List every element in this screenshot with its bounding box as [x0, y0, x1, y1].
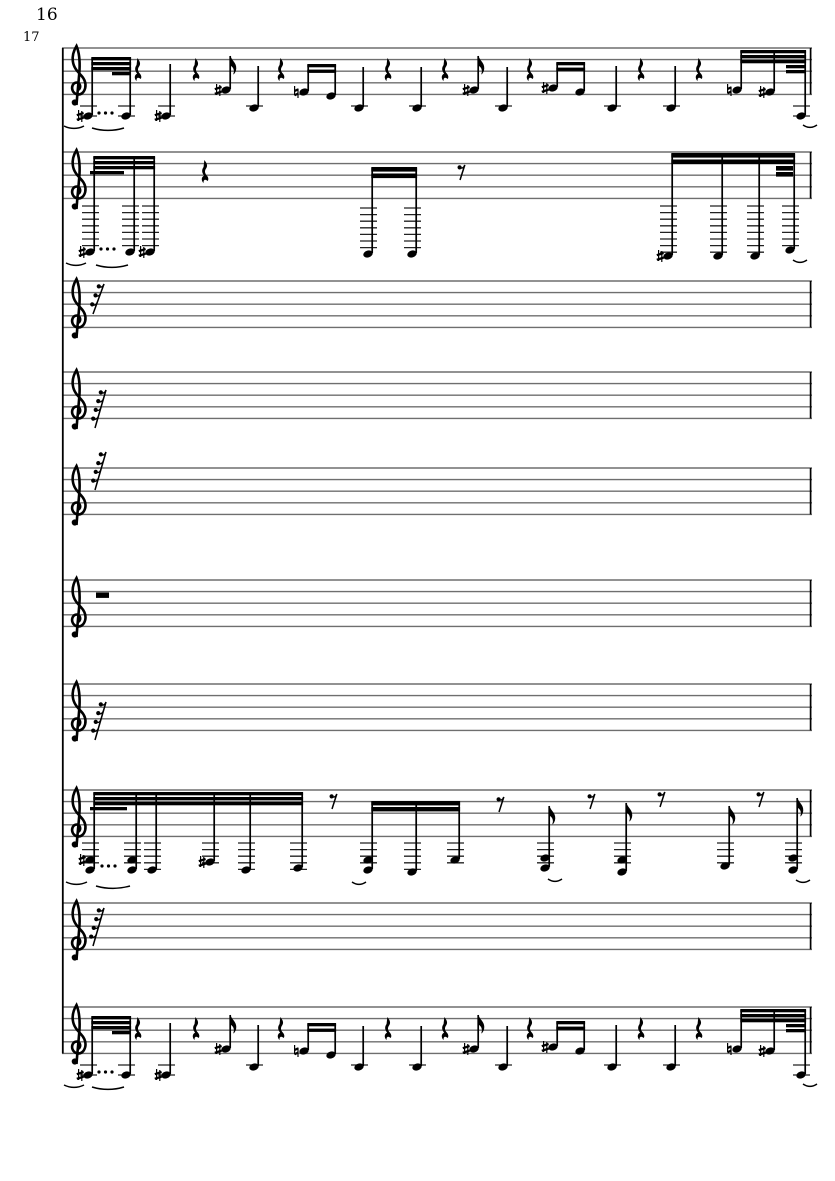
staff-5 [62, 452, 812, 526]
staff-6 [62, 578, 812, 638]
staff-1 [62, 46, 817, 130]
staff-10 [62, 1005, 817, 1089]
staff-3 [62, 279, 812, 339]
staff-7 [62, 682, 812, 742]
staff-9 [62, 901, 812, 961]
staff-2 [62, 150, 812, 267]
bar-number: 17 [23, 30, 40, 45]
page-number: 16 [36, 5, 58, 25]
staff-8 [62, 788, 812, 888]
staff-4 [62, 370, 812, 430]
